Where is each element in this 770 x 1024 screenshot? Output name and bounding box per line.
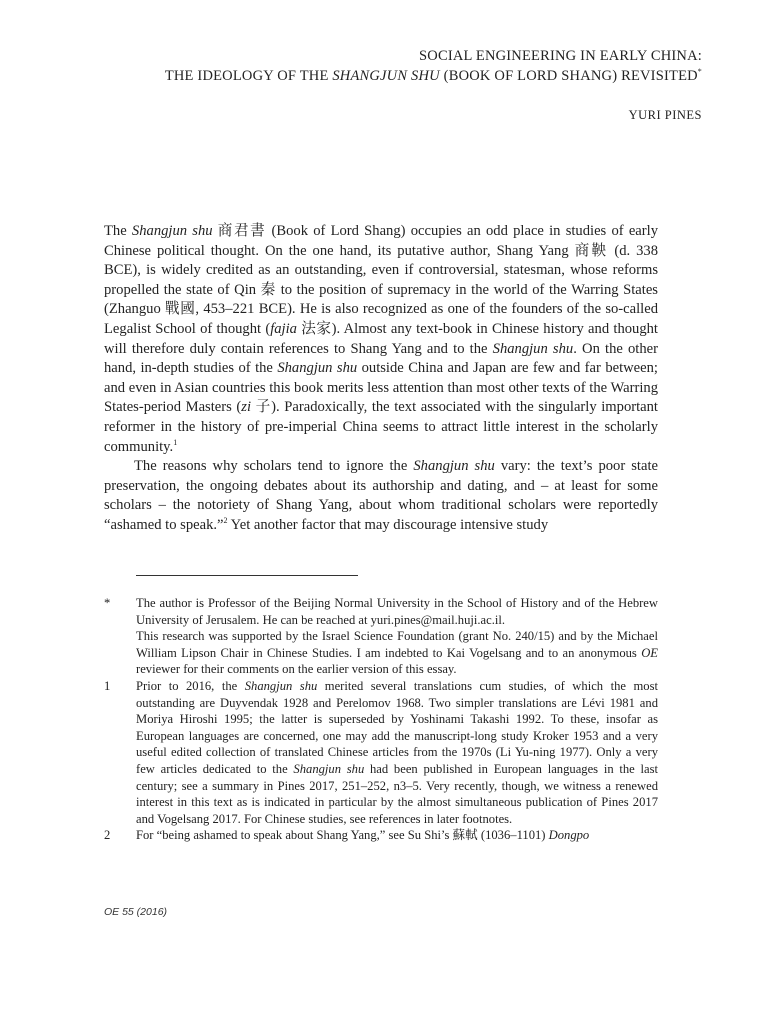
- title-line-1: SOCIAL ENGINEERING IN EARLY CHINA:: [419, 48, 702, 64]
- italic-run: OE: [641, 645, 658, 660]
- text-run: vary: the text’s poor state preservation, the ongoing debates about its authorship and dating, and – at least for some scholars – the notoriety of Shang Yang, about whom traditional scholars were reportedly “ashamed to speak.”: [104, 458, 658, 533]
- footnote-star: [104, 595, 658, 678]
- text-run: 子). Paradoxically, the text associated with the singularly important reformer in the history of pre-imperial China seems to attract little interest in the scholarly community.: [104, 399, 658, 455]
- italic-run: Shangjun shu: [293, 761, 365, 776]
- footnotes: [104, 595, 658, 844]
- title-suffix: (BOOK OF LORD SHANG) REVISITED: [439, 68, 698, 84]
- footnote-text: [136, 678, 658, 827]
- text-run: outside China and Japan are few and far between; and even in Asian countries this book merits less attention than most other texts of the Warring States-period Masters (: [104, 360, 658, 416]
- text-run: 法家). Almost any text-book in Chinese history and thought will therefore duly contain references to Shang Yang and to the: [104, 320, 658, 357]
- text-run: 商君書 (Book of Lord Shang) occupies an odd place in studies of early Chinese political thought. On the one hand, its putative author, Shang Yang 商鞅 (d. 338 BCE), is widely credited as an outstanding, even if controversial, statesman, whose reforms propelled the state of Qin 秦 to the position of supremacy in the world of the Warring States (Zhanguo 戰國, 453–221 BCE). He is also recognized as one of the founders of the so-called Legalist School of thought (: [104, 223, 658, 337]
- title-prefix: THE IDEOLOGY OF THE: [164, 68, 333, 84]
- text-run: Yet another factor that may discourage intensive study: [227, 516, 549, 533]
- text-run: had been published in European languages in the last century; see a summary in Pines 2017, 251–252, n3–5. Very recently, though, we witness a renewed interest in this text as is indicated in particular by the almost simultaneous publication of Pines 2017 and Vogelsang 2017. For Chinese studies, see references in later footnotes.: [136, 761, 658, 826]
- text-run: reviewer for their comments on the earlier version of this essay.: [136, 662, 457, 677]
- text-run: Prior to 2016, the: [136, 678, 245, 693]
- page-footer: OE 55 (2016): [104, 906, 168, 918]
- author-name: YURI PINES: [628, 108, 702, 122]
- text-run: merited several translations cum studies, of which the most outstanding are Duyvendak 1928 and Perelomov 1968. Two simpler translations are Lévi 1981 and Moriya Hiroshi 1995; the latter is superseded by Yoshinami Takashi 1992. To these, insofar as European languages are concerned, one may add the manuscript-long study Kroker 1953 and a very useful edited collection of translated Chinese articles from the 1970s (Li Yu-ning 1977). Only a very few articles dedicated to the: [136, 678, 658, 776]
- footnote-text: [136, 595, 658, 678]
- title-line-2: [165, 66, 702, 86]
- footnote-line: The author is Professor of the Beijing Normal University in the School of History and of the Hebrew University of Jerusalem. He can be reached at yuri.pines@mail.huji.ac.il.: [136, 596, 658, 627]
- footnote-separator: [136, 575, 358, 576]
- footnote-text: [136, 827, 658, 844]
- text-run: For “being ashamed to speak about Shang Yang,” see Su Shi’s 蘇軾 (1036–1101): [136, 828, 549, 843]
- italic-run: Shangjun shu: [277, 360, 358, 377]
- footnote-mark: 2: [104, 828, 111, 843]
- text-run: This research was supported by the Israel Science Foundation (grant No. 240/15) and by the Michael William Lipson Chair in Chinese Studies. I am indebted to Kai Vogelsang and to an anonymous: [136, 629, 658, 660]
- italic-run: zi: [241, 399, 252, 416]
- footnote-ref-1[interactable]: 1: [173, 437, 178, 447]
- italic-run: Dongpo: [548, 828, 590, 843]
- italic-run: Shangjun shu: [244, 678, 318, 693]
- italic-run: Shangjun shu: [413, 458, 495, 475]
- footnote-mark: *: [104, 596, 111, 610]
- article-title: [165, 46, 702, 86]
- footnote-mark: 1: [104, 678, 111, 693]
- italic-run: Shangjun shu: [492, 340, 574, 357]
- text-run: The reasons why scholars tend to ignore the: [134, 458, 414, 475]
- title-italic: SHANGJUN SHU: [332, 68, 440, 84]
- italic-run: fajia: [270, 320, 297, 337]
- main-text: [104, 222, 658, 536]
- text-run: The: [104, 223, 132, 239]
- footnote-line: [136, 628, 658, 678]
- paragraph-1: [104, 222, 658, 457]
- text-run: . On the other hand, in-depth studies of the: [104, 340, 658, 377]
- title-footnote-mark[interactable]: *: [697, 67, 702, 76]
- italic-run: Shangjun shu: [131, 223, 213, 239]
- footnote-ref-2[interactable]: 2: [223, 515, 228, 525]
- paragraph-2: [104, 457, 658, 535]
- footnote-1: [104, 678, 658, 827]
- footnote-2: [104, 827, 658, 844]
